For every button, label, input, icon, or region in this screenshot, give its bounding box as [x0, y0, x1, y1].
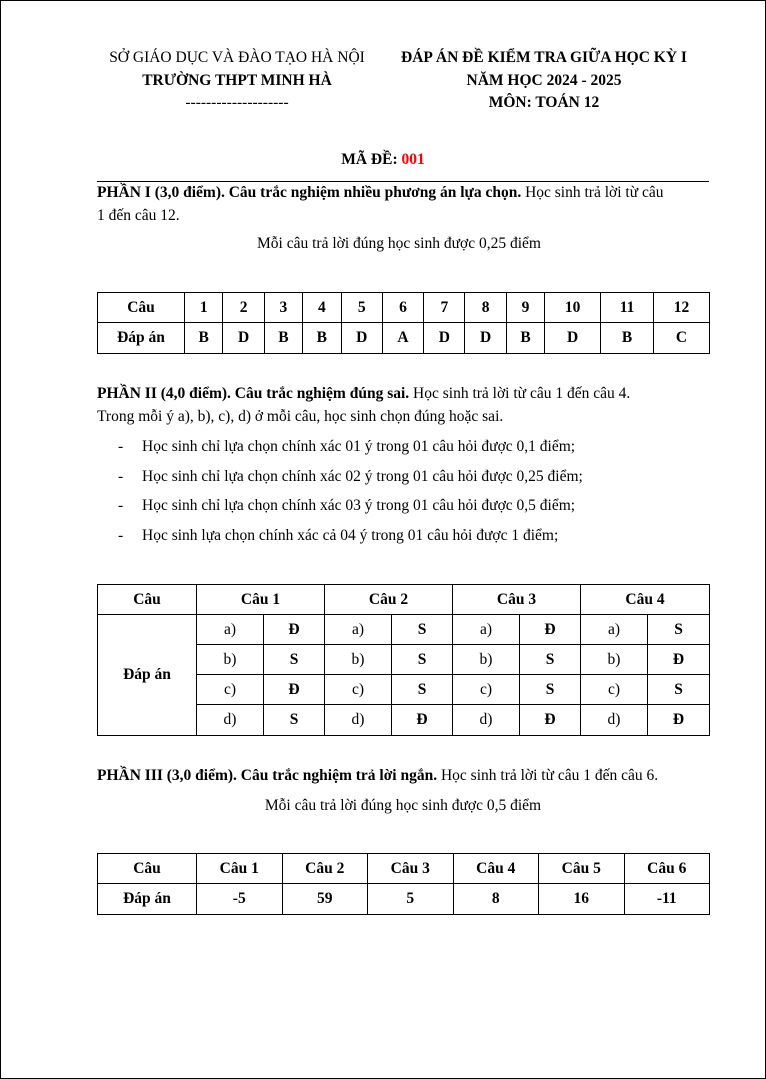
question-cell: Câu 5 [539, 854, 625, 884]
answer-cell: B [601, 323, 654, 354]
answer-cell: 59 [282, 884, 368, 915]
part2-text: Học sinh trả lời từ câu 1 đến câu 4. [409, 385, 631, 402]
bullet-item: Học sinh lựa chọn chính xác cả 04 ý trong 01 câu hỏi được 1 điểm; [142, 527, 559, 544]
answer-cell: B [185, 323, 223, 354]
answer-cell: S [264, 705, 325, 736]
answer-cell: Đ [392, 705, 453, 736]
item-cell: c) [453, 675, 520, 705]
answer-cell: Đ [264, 675, 325, 705]
item-cell: d) [581, 705, 648, 736]
school-name: TRƯỜNG THPT MINH HÀ [142, 72, 332, 89]
part3-answer-table [97, 853, 710, 915]
question-cell: 1 [185, 293, 223, 323]
bullet-mark: - [118, 438, 124, 455]
answer-cell: D [545, 323, 601, 354]
part2-heading [97, 385, 630, 403]
item-cell: a) [325, 615, 392, 645]
question-cell: Câu 4 [453, 854, 539, 884]
answer-cell: B [506, 323, 544, 354]
exam-code-label: MÃ ĐỀ: [341, 151, 402, 168]
part1-text: Học sinh trả lời từ câu [521, 184, 664, 201]
question-header-cell: Câu 3 [453, 585, 581, 615]
item-cell: b) [325, 645, 392, 675]
item-cell: d) [453, 705, 520, 736]
item-cell: c) [197, 675, 264, 705]
answer-cell: -5 [197, 884, 283, 915]
answer-cell: A [382, 323, 423, 354]
answer-cell: S [648, 615, 710, 645]
bullet-mark: - [118, 468, 124, 485]
question-cell: 6 [382, 293, 423, 323]
answer-cell: S [392, 615, 453, 645]
answer-cell: Đ [520, 705, 581, 736]
table-row [98, 585, 710, 615]
item-cell: b) [453, 645, 520, 675]
table-row [98, 293, 710, 323]
answer-cell: D [223, 323, 264, 354]
answer-cell: D [465, 323, 506, 354]
part1-answer-table [97, 292, 710, 354]
answer-cell: S [520, 675, 581, 705]
answer-cell: S [392, 645, 453, 675]
department-name: SỞ GIÁO DỤC VÀ ĐÀO TẠO HÀ NỘI [109, 49, 365, 66]
question-cell: 11 [601, 293, 654, 323]
item-cell: a) [581, 615, 648, 645]
question-cell: 10 [545, 293, 601, 323]
question-cell: 3 [264, 293, 302, 323]
bullet-mark: - [118, 527, 124, 544]
answer-cell: Đ [648, 645, 710, 675]
section-rule [97, 181, 709, 182]
question-cell: Câu 2 [282, 854, 368, 884]
table-header-cell: Đáp án [98, 884, 197, 915]
answer-cell: Đ [648, 705, 710, 736]
table-header-cell: Câu [98, 585, 197, 615]
table-row [98, 615, 710, 645]
item-cell: c) [325, 675, 392, 705]
question-cell: Câu 1 [197, 854, 283, 884]
answer-cell: -11 [624, 884, 710, 915]
part1-heading [97, 184, 664, 202]
table-header-cell: Câu [98, 854, 197, 884]
table-row [98, 854, 710, 884]
part3-text: Học sinh trả lời từ câu 1 đến câu 6. [437, 767, 659, 784]
answer-cell: S [264, 645, 325, 675]
part2-answer-table [97, 584, 710, 736]
item-cell: b) [581, 645, 648, 675]
table-header-cell: Đáp án [98, 323, 185, 354]
part1-title: PHẦN I (3,0 điểm). Câu trắc nghiệm nhiều phương án lựa chọn. [97, 184, 522, 201]
item-cell: c) [581, 675, 648, 705]
answer-cell: S [520, 645, 581, 675]
answer-cell: 16 [539, 884, 625, 915]
header-divider: -------------------- [185, 94, 289, 111]
question-cell: 8 [465, 293, 506, 323]
part3-title: PHẦN III (3,0 điểm). Câu trắc nghiệm trả lời ngắn. [97, 767, 438, 784]
bullet-mark: - [118, 497, 124, 514]
question-cell: Câu 6 [624, 854, 710, 884]
document-title: ĐÁP ÁN ĐỀ KIỂM TRA GIỮA HỌC KỲ I [401, 49, 687, 66]
item-cell: d) [197, 705, 264, 736]
part1-text-cont: 1 đến câu 12. [97, 207, 180, 224]
bullet-item: Học sinh chỉ lựa chọn chính xác 02 ý trong 01 câu hỏi được 0,25 điểm; [142, 468, 583, 485]
answer-cell: 5 [368, 884, 454, 915]
part2-title: PHẦN II (4,0 điểm). Câu trắc nghiệm đúng sai. [97, 385, 410, 402]
table-row [98, 323, 710, 354]
answer-cell: Đ [520, 615, 581, 645]
subject: MÔN: TOÁN 12 [488, 94, 600, 111]
question-cell: 7 [424, 293, 465, 323]
question-header-cell: Câu 1 [197, 585, 325, 615]
school-year: NĂM HỌC 2024 - 2025 [466, 72, 622, 89]
table-header-cell: Đáp án [98, 615, 197, 736]
part3-heading [97, 767, 658, 785]
question-cell: 5 [341, 293, 382, 323]
answer-cell: C [654, 323, 710, 354]
item-cell: a) [197, 615, 264, 645]
table-header-cell: Câu [98, 293, 185, 323]
bullet-item: Học sinh chỉ lựa chọn chính xác 03 ý trong 01 câu hỏi được 0,5 điểm; [142, 497, 576, 514]
question-cell: 2 [223, 293, 264, 323]
exam-code [1, 151, 765, 169]
question-cell: Câu 3 [368, 854, 454, 884]
item-cell: b) [197, 645, 264, 675]
question-cell: 4 [303, 293, 341, 323]
exam-code-value: 001 [401, 151, 425, 168]
answer-cell: D [424, 323, 465, 354]
item-cell: a) [453, 615, 520, 645]
part3-note: Mỗi câu trả lời đúng học sinh được 0,5 điểm [264, 797, 542, 814]
answer-cell: B [264, 323, 302, 354]
table-row [98, 884, 710, 915]
part2-text-cont: Trong mỗi ý a), b), c), d) ở mỗi câu, học sinh chọn đúng hoặc sai. [97, 408, 504, 425]
answer-cell: D [341, 323, 382, 354]
part1-note: Mỗi câu trả lời đúng học sinh được 0,25 điểm [257, 235, 541, 252]
answer-cell: S [648, 675, 710, 705]
bullet-item: Học sinh chỉ lựa chọn chính xác 01 ý trong 01 câu hỏi được 0,1 điểm; [142, 438, 576, 455]
item-cell: d) [325, 705, 392, 736]
answer-cell: Đ [264, 615, 325, 645]
question-header-cell: Câu 2 [325, 585, 453, 615]
answer-cell: 8 [453, 884, 539, 915]
answer-cell: B [303, 323, 341, 354]
answer-cell: S [392, 675, 453, 705]
question-header-cell: Câu 4 [581, 585, 710, 615]
question-cell: 12 [654, 293, 710, 323]
question-cell: 9 [506, 293, 544, 323]
